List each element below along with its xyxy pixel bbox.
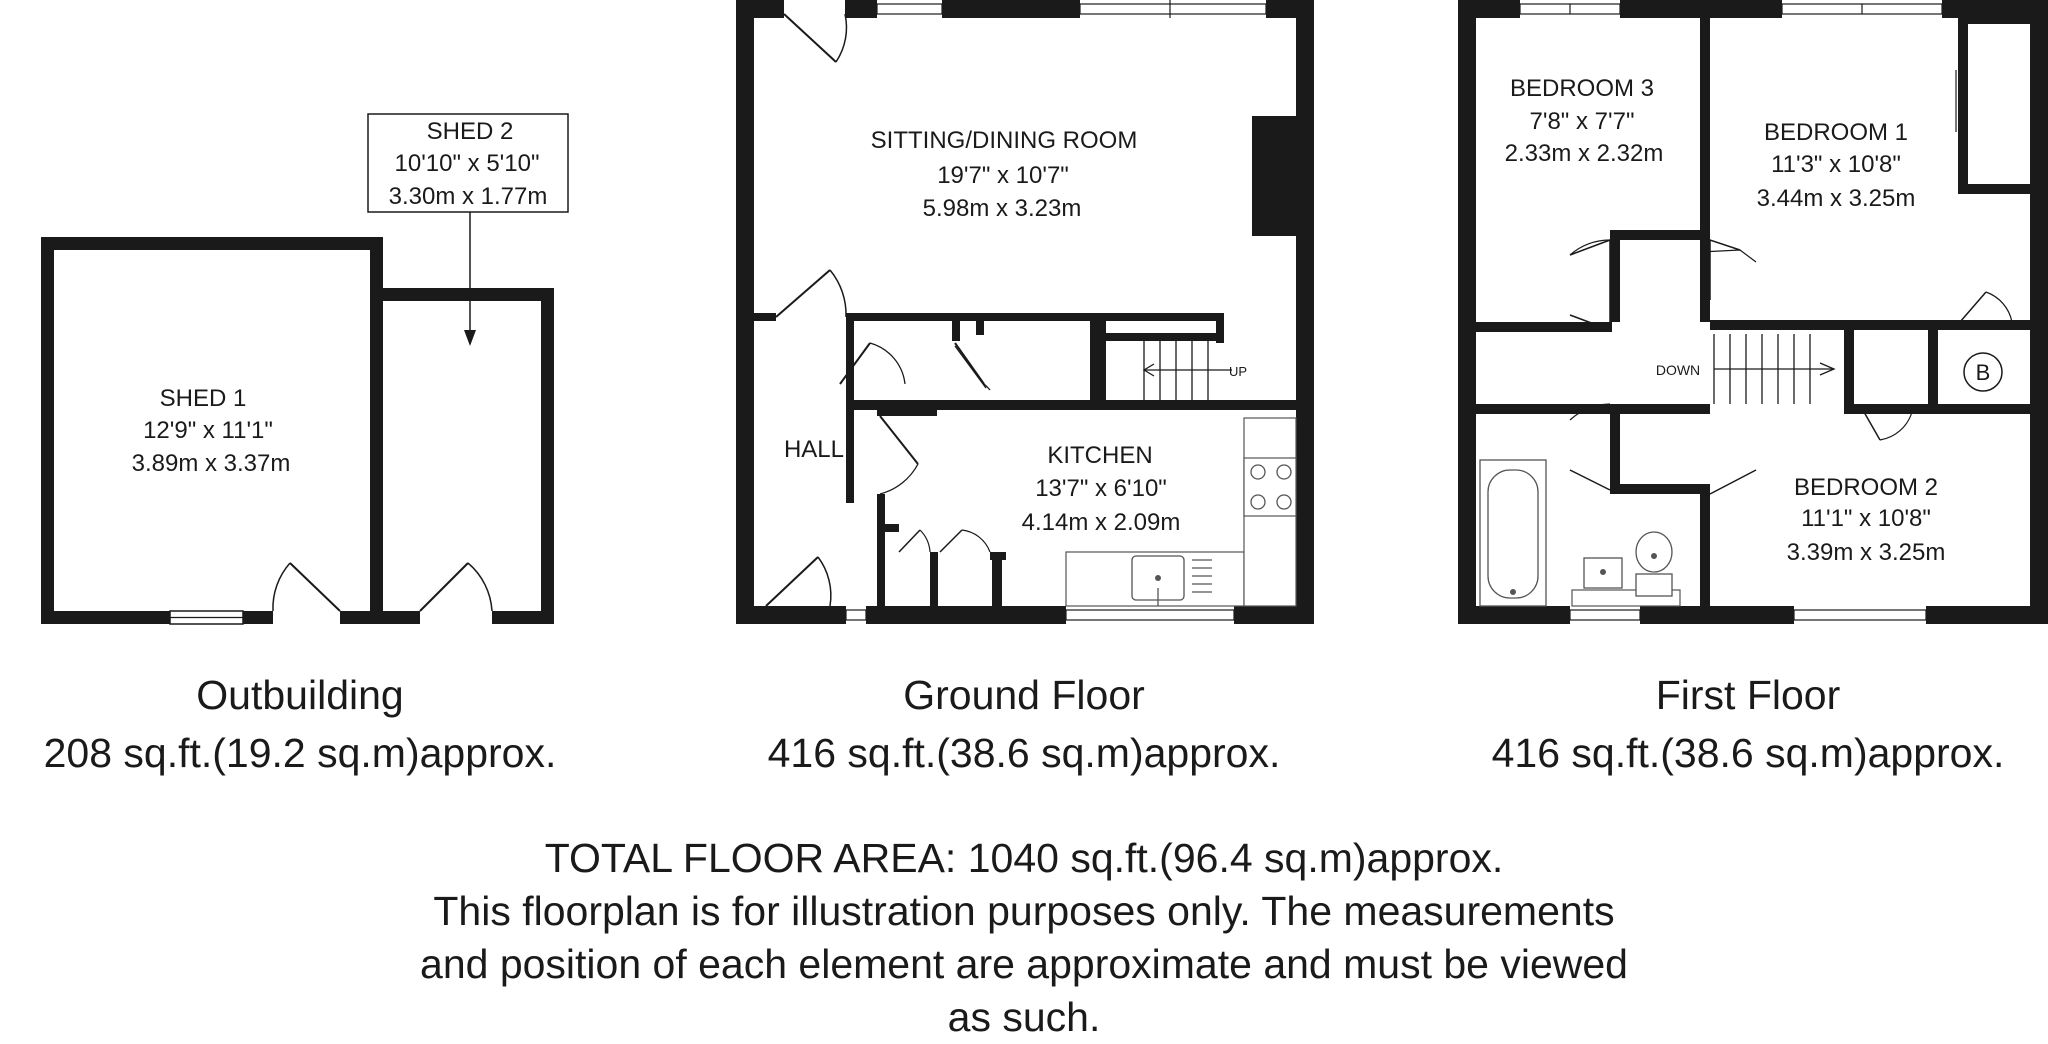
first-floor-area: 416 sq.ft.(38.6 sq.m)approx.	[1491, 730, 2005, 776]
svg-text:5.98m x 3.23m: 5.98m x 3.23m	[922, 195, 1082, 222]
svg-text:11'1" x 10'8": 11'1" x 10'8"	[1801, 505, 1931, 532]
shed2-walls	[370, 288, 554, 624]
kitchen-label	[1022, 442, 1181, 536]
svg-text:SITTING/DINING ROOM: SITTING/DINING ROOM	[870, 127, 1138, 154]
disclaimer-line-1: This floorplan is for illustration purposes only. The measurements	[433, 888, 1615, 934]
shed1-label	[132, 385, 291, 477]
svg-text:19'7" x 10'7": 19'7" x 10'7"	[937, 162, 1069, 189]
svg-text:12'9" x 11'1": 12'9" x 11'1"	[143, 417, 273, 444]
svg-text:BEDROOM 2: BEDROOM 2	[1793, 474, 1939, 501]
svg-text:KITCHEN: KITCHEN	[1047, 442, 1153, 469]
outbuilding-title: Outbuilding	[196, 672, 404, 718]
disclaimer-footer	[0, 832, 2048, 1044]
svg-text:SHED 1: SHED 1	[159, 385, 247, 412]
svg-text:13'7" x 6'10": 13'7" x 6'10"	[1035, 475, 1167, 502]
svg-text:3.44m x 3.25m: 3.44m x 3.25m	[1756, 185, 1916, 212]
disclaimer-line-2: and position of each element are approximate and must be viewed	[420, 941, 1628, 987]
stairs-down-label: DOWN	[1655, 362, 1701, 378]
svg-text:3.89m x 3.37m: 3.89m x 3.37m	[131, 450, 291, 477]
disclaimer-line-3: as such.	[947, 994, 1101, 1040]
svg-text:3.39m x 3.25m: 3.39m x 3.25m	[1786, 539, 1946, 566]
ground-floor-title: Ground Floor	[903, 672, 1145, 718]
first-floor-title: First Floor	[1655, 672, 1841, 718]
svg-text:4.14m x 2.09m: 4.14m x 2.09m	[1021, 509, 1181, 536]
svg-text:7'8" x 7'7": 7'8" x 7'7"	[1529, 108, 1635, 135]
ground-floor-area: 416 sq.ft.(38.6 sq.m)approx.	[767, 730, 1281, 776]
svg-text:SHED 2: SHED 2	[426, 118, 514, 145]
bedroom3-label	[1505, 75, 1664, 167]
svg-text:2.33m x 2.32m: 2.33m x 2.32m	[1504, 140, 1664, 167]
svg-text:10'10" x 5'10": 10'10" x 5'10"	[394, 150, 540, 177]
sitting-dining-room-label	[871, 127, 1138, 222]
outbuilding-caption	[0, 666, 600, 782]
svg-text:3.30m x 1.77m: 3.30m x 1.77m	[388, 183, 548, 210]
total-floor-area: TOTAL FLOOR AREA: 1040 sq.ft.(96.4 sq.m)approx.	[544, 835, 1504, 881]
ground-floor-caption	[724, 666, 1324, 782]
bedroom2-label	[1787, 474, 1946, 566]
hall-label: HALL	[783, 436, 845, 463]
svg-text:BEDROOM 1: BEDROOM 1	[1763, 119, 1909, 146]
svg-text:11'3" x 10'8": 11'3" x 10'8"	[1771, 151, 1901, 178]
bedroom1-label	[1757, 119, 1916, 212]
first-floor-caption	[1448, 666, 2048, 782]
stairs-up-label: UP	[1228, 364, 1248, 379]
boiler-label: B	[1975, 360, 1991, 385]
svg-text:BEDROOM 3: BEDROOM 3	[1509, 75, 1655, 102]
outbuilding-area: 208 sq.ft.(19.2 sq.m)approx.	[43, 730, 557, 776]
